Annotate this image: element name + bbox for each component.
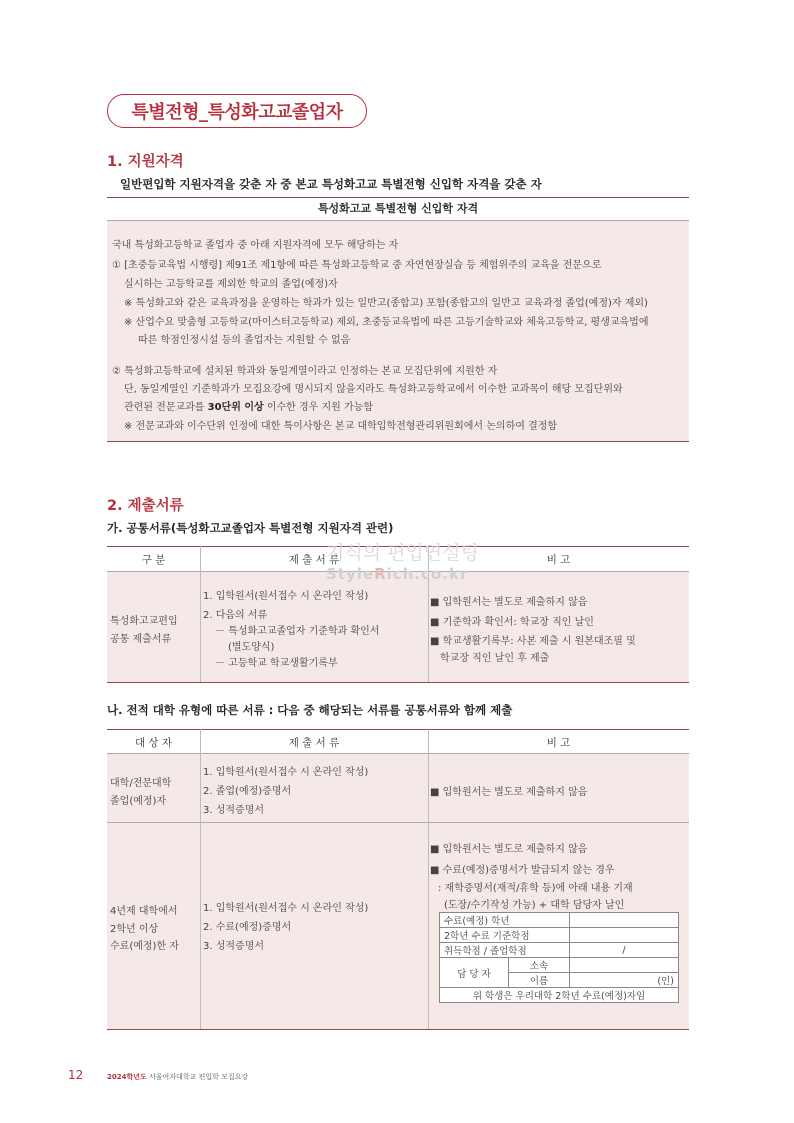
qualification-line: 따른 학점인정시설 등의 졸업자는 지원할 수 없음 [138,335,351,346]
note-item: ■ 기준학과 확인서: 학교장 직인 날인 [430,617,594,628]
column-header: 구 분 [141,554,166,566]
row-label: 특성화고교편입 [110,616,178,627]
row-label: 2학년 이상 [110,924,159,935]
column-header: 대 상 자 [134,737,173,749]
watermark-text: 지식의 편입연설팅 [326,542,479,564]
note-item: (도장/수기작성 가능) + 대학 담당자 날인 [444,900,625,911]
column-header: 제 출 서 류 [288,737,340,749]
form-label: 담 당 자 [440,958,509,988]
column-header: 비 고 [546,737,571,749]
watermark-part: Style [326,565,375,583]
note-item: ■ 수료(예정)증명서가 발급되지 않는 경우 [430,865,615,876]
note-item: ■ 학교생활기록부: 사본 제출 시 원본대조필 및 [430,636,636,647]
table-row [107,754,689,823]
document-item: 2. 다음의 서류 [203,610,268,621]
form-value [570,928,679,943]
form-label: 수료(예정) 학년 [440,913,570,928]
document-item: 3. 성적증명서 [203,805,265,816]
row-label: 수료(예정)한 자 [110,941,179,952]
form-label: 소속 [509,958,570,973]
form-label: 2학년 수료 기준학점 [440,928,570,943]
qualification-line: 실시하는 고등학교를 제외한 학교의 졸업(예정)자 [124,279,338,290]
note-item: : 재학증명서(재적/휴학 등)에 아래 내용 기재 [438,883,633,894]
qualification-note: ※ 특성화고와 같은 교육과정을 운영하는 학과가 있는 일반고(종합고) 포함(종합고의 일반고 교육과정 졸업(예정)자 제외) [124,298,648,309]
form-footer: 위 학생은 우리대학 2학년 수료(예정)자임 [440,988,679,1003]
form-value [570,913,679,928]
section-2a-heading: 가. 공통서류(특성화고교졸업자 특별전형 지원자격 관련) [107,521,394,535]
document-item: － 특성화고교졸업자 기준학과 확인서 [215,626,380,637]
note-item: 학교장 직인 날인 후 제출 [440,653,550,664]
qualification-line: 국내 특성화고등학교 졸업자 중 아래 지원자격에 모두 해당하는 자 [112,240,399,251]
note-item: ■ 입학원서는 별도로 제출하지 않음 [430,787,588,798]
document-item: 1. 입학원서(원서접수 시 온라인 작성) [203,767,369,778]
document-item: 2. 수료(예정)증명서 [203,922,292,933]
form-row [440,943,679,958]
form-row [440,988,679,1003]
credit-emphasis: 30단위 이상 [207,402,264,413]
row-label: 졸업(예정)자 [110,796,167,807]
watermark-part: R [374,565,387,583]
row-label: 4년제 대학에서 [110,906,178,917]
watermark-part: ich.co.kr [386,565,469,583]
page-number: 12 [68,1068,84,1082]
qualification-line: 단, 동일계열인 기준학과가 모집요강에 명시되지 않을지라도 특성화고등학교에서 이수한 교과목이 해당 모집단위와 [124,384,623,395]
form-label: 이름 [509,973,570,988]
document-item: 2. 졸업(예정)증명서 [203,786,292,797]
column-header: 비 고 [546,554,571,566]
document-item: － 고등학교 학교생활기록부 [215,658,338,669]
form-row [440,958,679,973]
row-label: 공통 제출서류 [110,634,172,645]
footer-doc-title: 서울여자대학교 편입학 모집요강 [146,1073,249,1081]
form-label: 취득학점 / 졸업학점 [440,943,570,958]
document-item: (별도양식) [228,642,275,653]
footer-title [107,1072,248,1082]
watermark-url [326,565,468,583]
page-title: 특별전형_특성화고교졸업자 [107,94,367,128]
note-item: ■ 입학원서는 별도로 제출하지 않음 [430,844,588,855]
form-value [570,958,679,973]
qualification-box [107,221,689,442]
table-row [107,572,689,683]
qualification-box-title: 특성화고교 특별전형 신입학 자격 [317,202,479,215]
section-1-subheading: 일반편입학 지원자격을 갖춘 자 중 본교 특성화고교 특별전형 신입학 자격을 갖춘 자 [120,177,542,191]
completion-form-table [439,912,679,1003]
document-item: 3. 성적증명서 [203,941,265,952]
qualification-line: ② 특성화고등학교에 설치된 학과와 동일계열이라고 인정하는 본교 모집단위에 지원한 자 [112,366,498,377]
form-value: / [570,943,679,958]
qualification-line [124,398,373,413]
section-1-heading: 1. 지원자격 [107,154,184,170]
form-row [440,928,679,943]
row-label: 대학/전문대학 [110,778,172,789]
prior-college-documents-table [107,729,689,1029]
seal-mark: (인) [570,973,679,988]
note-item: ■ 입학원서는 별도로 제출하지 않음 [430,597,588,608]
qualification-note: ※ 전문교과와 이수단위 인정에 대한 특이사항은 본교 대학입학전형관리위원회에서 논의하여 결정함 [124,421,558,432]
qualification-line: ① [초중등교육법 시행령] 제91조 제1항에 따른 특성화고등학교 중 자연현장실습 등 체험위주의 교육을 전문으로 [112,260,602,271]
qualification-box-header [107,197,689,221]
text-span: 이수한 경우 지원 가능함 [263,402,374,413]
qualification-note: ※ 산업수요 맞춤형 고등학교(마이스터고등학교) 제외, 초중등교육법에 따른 고등기술학교와 체육고등학교, 평생교육법에 [124,317,649,328]
column-header: 제 출 서 류 [288,554,340,566]
document-item: 1. 입학원서(원서접수 시 온라인 작성) [203,591,369,602]
section-2b-heading: 나. 전적 대학 유형에 따른 서류 : 다음 중 해당되는 서류를 공통서류와 함께 제출 [107,703,513,717]
document-item: 1. 입학원서(원서접수 시 온라인 작성) [203,903,369,914]
footer-year: 2024학년도 [107,1073,147,1081]
section-2-heading: 2. 제출서류 [107,498,184,514]
text-span: 관련된 전문교과를 [124,402,208,413]
form-row [440,913,679,928]
